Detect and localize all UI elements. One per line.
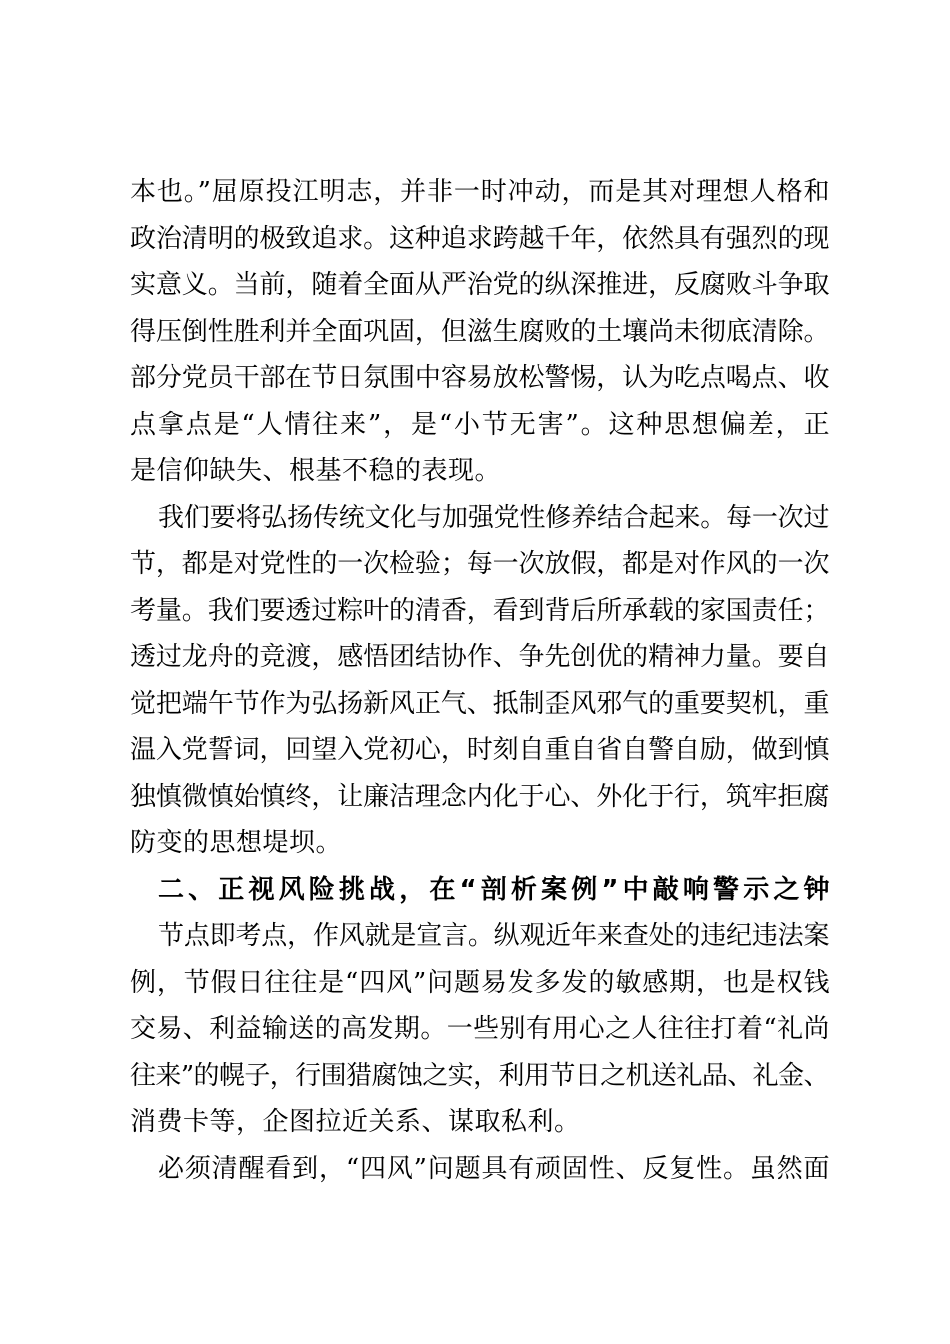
paragraph-text: 防变的思想堤坝。: [130, 828, 343, 858]
paragraph-line: [0, 591, 950, 631]
paragraph-line: [0, 544, 950, 584]
paragraph-line: [0, 1056, 950, 1096]
paragraph-text: 独慎微慎始慎终，让廉洁理念内化于心、外化于行，筑牢拒腐: [130, 782, 830, 812]
paragraph-text: 温入党誓词，回望入党初心，时刻自重自省自警自励，做到慎: [130, 735, 830, 765]
paragraph-text: 觉把端午节作为弘扬新风正气、抵制歪风邪气的重要契机，重: [130, 689, 830, 719]
paragraph-line: [0, 498, 950, 538]
paragraph-line: [0, 1149, 950, 1189]
paragraph-text: 消费卡等，企图拉近关系、谋取私利。: [130, 1107, 581, 1137]
paragraph-text: 点拿点是“人情往来”，是“小节无害”。这种思想偏差，正: [130, 410, 832, 440]
paragraph-line: [0, 777, 950, 817]
paragraph-text: 节点即考点，作风就是宣言。纵观近年来查处的违纪违法案: [158, 921, 830, 951]
paragraph-line: [0, 358, 950, 398]
paragraph-line: [0, 684, 950, 724]
paragraph-line: [0, 1102, 950, 1142]
paragraph-line: [0, 312, 950, 352]
paragraph-line: [0, 405, 950, 445]
paragraph-line: [0, 730, 950, 770]
section-heading: [0, 870, 950, 910]
paragraph-text: 往来”的幌子，行围猎腐蚀之实，利用节日之机送礼品、礼金、: [130, 1061, 829, 1091]
paragraph-line: [0, 637, 950, 677]
paragraph-text: 政治清明的极致追求。这种追求跨越千年，依然具有强烈的现: [130, 224, 830, 254]
paragraph-line: [0, 265, 950, 305]
paragraph-text: 我们要将弘扬传统文化与加强党性修养结合起来。每一次过: [158, 503, 830, 533]
section-heading-text: 二、正视风险挑战，在“剖析案例”中敲响警示之钟: [158, 875, 834, 905]
paragraph-text: 实意义。当前，随着全面从严治党的纵深推进，反腐败斗争取: [130, 270, 830, 300]
paragraph-line: [0, 1009, 950, 1049]
paragraph-text: 必须清醒看到，“四风”问题具有顽固性、反复性。虽然面: [158, 1154, 831, 1184]
paragraph-text: 例，节假日往往是“四风”问题易发多发的敏感期，也是权钱: [130, 968, 831, 998]
paragraph-line: [0, 451, 950, 491]
paragraph-text: 交易、利益输送的高发期。一些别有用心之人往往打着“礼尚: [130, 1014, 830, 1044]
paragraph-line: [0, 172, 950, 212]
paragraph-text: 本也。”屈原投江明志，并非一时冲动，而是其对理想人格和: [130, 177, 831, 207]
paragraph-text: 部分党员干部在节日氛围中容易放松警惕，认为吃点喝点、收: [130, 363, 830, 393]
paragraph-text: 节，都是对党性的一次检验；每一次放假，都是对作风的一次: [130, 549, 830, 579]
paragraph-text: 是信仰缺失、根基不稳的表现。: [130, 456, 502, 486]
paragraph-line: [0, 963, 950, 1003]
paragraph-line: [0, 219, 950, 259]
paragraph-text: 考量。我们要透过粽叶的清香，看到背后所承载的家国责任；: [130, 596, 830, 626]
paragraph-text: 得压倒性胜利并全面巩固，但滋生腐败的土壤尚未彻底清除。: [130, 317, 830, 347]
paragraph-line: [0, 916, 950, 956]
paragraph-text: 透过龙舟的竞渡，感悟团结协作、争先创优的精神力量。要自: [130, 642, 830, 672]
paragraph-line: [0, 823, 950, 863]
